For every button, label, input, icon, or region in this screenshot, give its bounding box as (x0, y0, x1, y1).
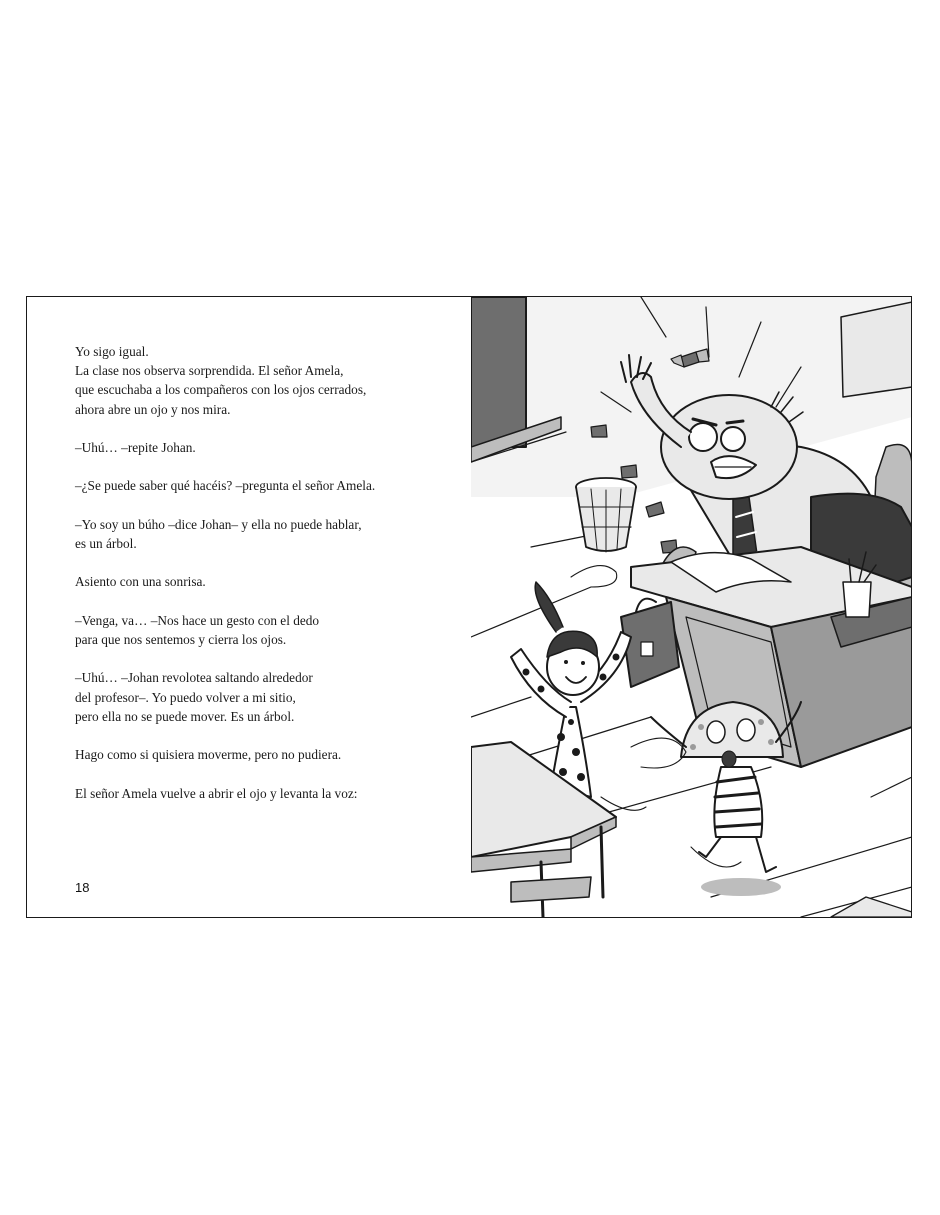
paragraph: –¿Se puede saber qué hacéis? –pregunta el señor Amela. (75, 478, 376, 494)
paragraph: Hago como si quisiera moverme, pero no pudiera. (75, 747, 342, 763)
paragraph: El señor Amela vuelve a abrir el ojo y levanta la voz: (75, 785, 358, 801)
story-text (75, 342, 455, 822)
paragraph: –Yo soy un búho –dice Johan– y ella no puede hablar, es un árbol. (75, 516, 362, 551)
paragraph: –Uhú… –repite Johan. (75, 440, 196, 455)
teacher-glasses-left (689, 423, 717, 451)
text-page (27, 297, 471, 917)
pencil-cup (843, 582, 871, 617)
window (841, 302, 912, 397)
teacher-glasses-right (721, 427, 745, 451)
book-spread (26, 296, 912, 918)
waste-basket (576, 478, 636, 552)
paragraph: Yo sigo igual. La clase nos observa sorprendida. El señor Amela, que escuchaba a los compañeros con los ojos cerrados, ahora abre un ojo y nos mira. (75, 344, 367, 417)
page-number: 18 (75, 880, 90, 895)
paragraph: –Venga, va… –Nos hace un gesto con el dedo para que nos sentemos y cierra los ojos. (75, 612, 320, 647)
paragraph: Asiento con una sonrisa. (75, 574, 206, 590)
paragraph: –Uhú… –Johan revolotea saltando alrededor del profesor–. Yo puedo volver a mi sitio, pero ella no se puede mover. Es un árbol. (75, 670, 313, 724)
classroom-illustration (471, 297, 912, 917)
